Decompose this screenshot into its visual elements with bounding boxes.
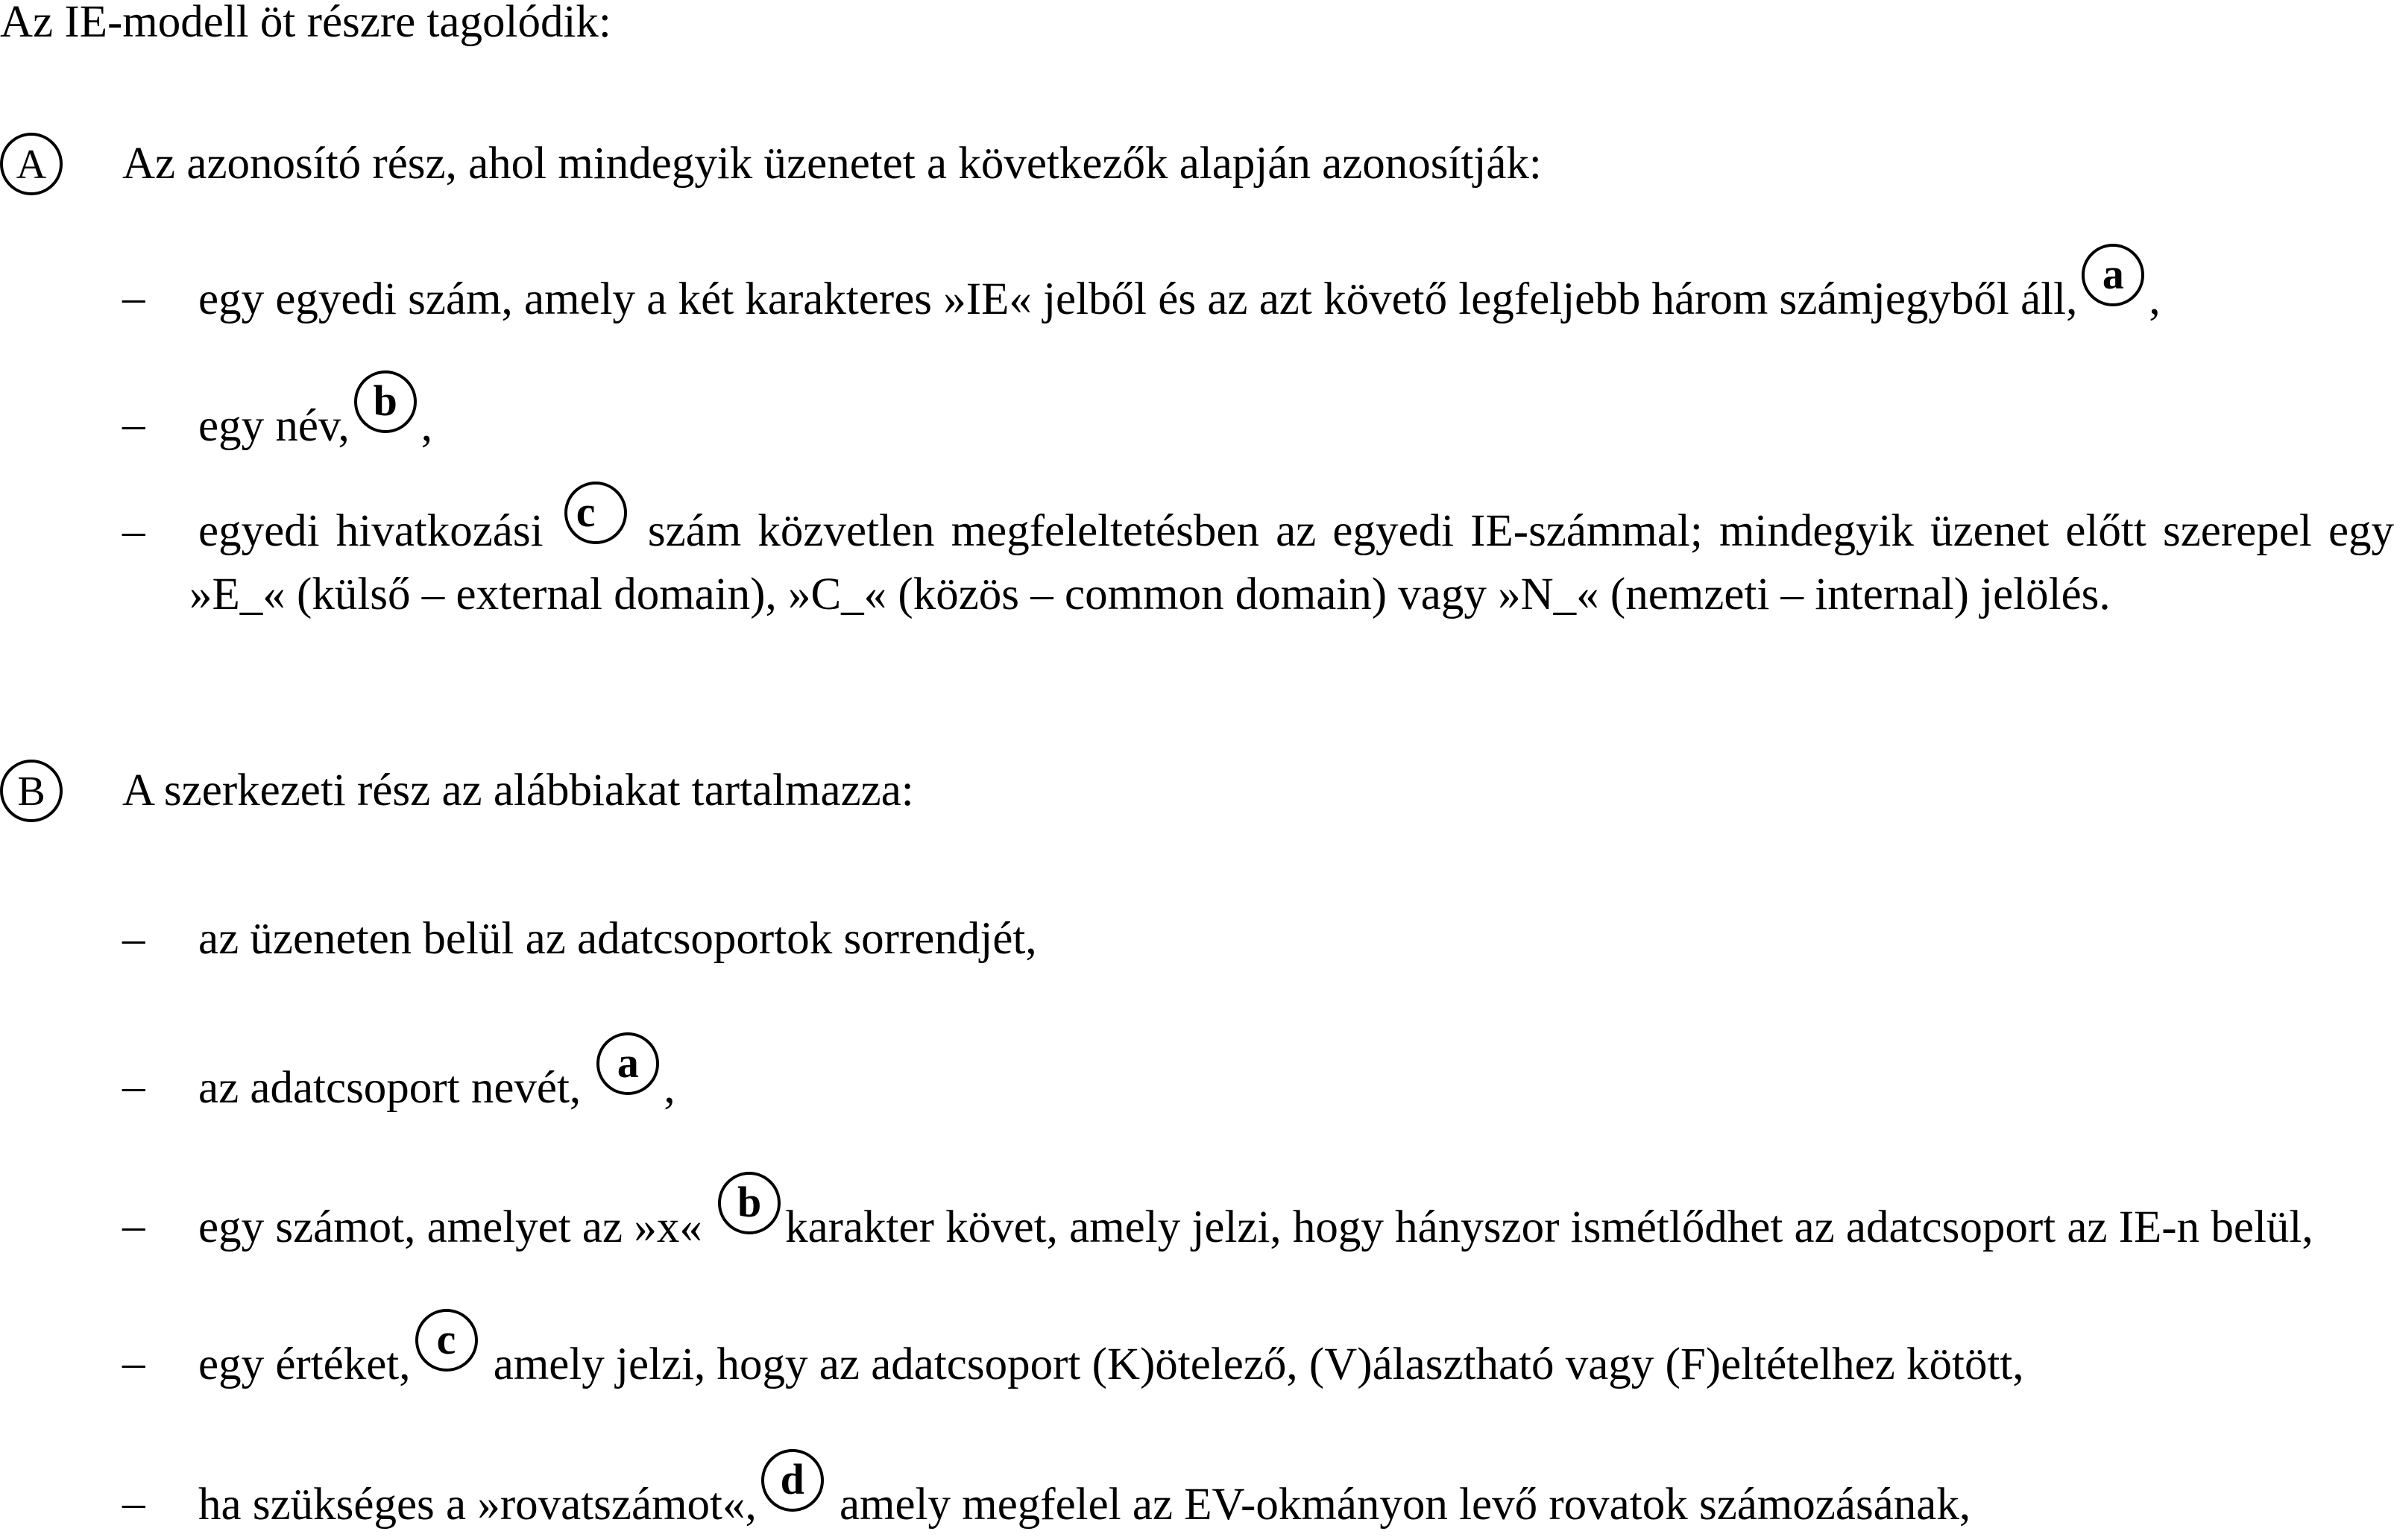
dash: – [122, 506, 145, 556]
dash: – [122, 914, 145, 964]
item-after: szám közvetlen megfeleltetésben az egyedi IE-számmal; mindegyik üzenet előtt szerepel egy »E_« (külső – external domain), »C_« (közös – common domain) vagy »N_« (nemzeti – internal) jelölés. [189, 506, 2394, 619]
section-b-marker: B [0, 760, 63, 822]
item-after: amely jelzi, hogy az adatcsoport (K)ötelező, (V)álasztható vagy (F)eltételhez kötött, [493, 1339, 2024, 1389]
list-item [198, 1038, 675, 1123]
list-item [189, 487, 2394, 623]
dash: – [122, 1061, 145, 1111]
item-after: , [664, 1063, 675, 1113]
dash: – [122, 1478, 145, 1528]
list-item [198, 1315, 2024, 1400]
intro-text: Az IE-modell öt részre tagolódik: [0, 0, 611, 47]
item-marker: b [718, 1172, 781, 1234]
item-text: ha szükséges a »rovatszámot«, [198, 1480, 757, 1530]
item-text: egy értéket, [198, 1339, 411, 1389]
item-text: egy egyedi szám, amely a két karakteres »IE« jelből és az azt követő legfeljebb három számjegyből áll, [198, 274, 2078, 324]
item-text: az adatcsoport nevét, [198, 1063, 582, 1113]
item-after: , [420, 401, 432, 451]
section-b-heading: A szerkezeti rész az alábbiakat tartalmazza: [122, 766, 914, 815]
item-marker: a [2082, 244, 2144, 306]
item-marker: b [354, 370, 417, 433]
item-text: az üzeneten belül az adatcsoportok sorrendjét, [198, 914, 1037, 964]
item-marker: c [564, 482, 627, 544]
item-marker: d [761, 1449, 824, 1512]
item-text: egy név, [198, 401, 350, 451]
dash: – [122, 400, 145, 449]
dash: – [122, 273, 145, 323]
item-text: egy számot, amelyet az »x« [198, 1202, 702, 1252]
section-a-marker: A [0, 133, 63, 195]
item-text: egyedi hivatkozási [198, 506, 544, 556]
list-item [198, 250, 2161, 335]
list-item [198, 1178, 2313, 1263]
item-marker: a [596, 1032, 659, 1095]
list-item [198, 913, 1037, 965]
list-item [198, 1455, 1971, 1540]
dash: – [122, 1201, 145, 1251]
item-after: amely megfelel az EV-okmányon levő rovatok számozásának, [839, 1480, 1971, 1530]
item-after: , [2149, 274, 2161, 324]
section-a-heading: Az azonosító rész, ahol mindegyik üzenetet a következők alapján azonosítják: [122, 139, 1542, 189]
item-after: karakter követ, amely jelzi, hogy hányszor ismétlődhet az adatcsoport az IE-n belül, [785, 1202, 2313, 1252]
list-item [198, 376, 432, 461]
dash: – [122, 1338, 145, 1388]
item-marker: c [415, 1309, 478, 1372]
